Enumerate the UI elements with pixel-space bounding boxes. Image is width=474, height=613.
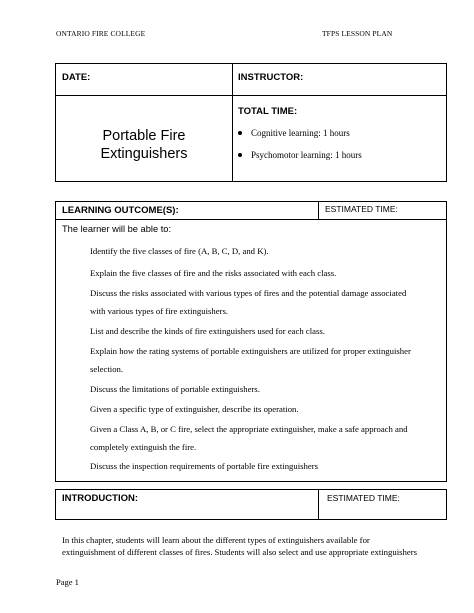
bullet-icon bbox=[238, 131, 242, 135]
objective-item: Identify the five classes of fire (A, B, C, D, and K). bbox=[90, 246, 269, 256]
objective-item: Discuss the limitations of portable extinguishers. bbox=[90, 384, 260, 394]
introduction-col-divider bbox=[318, 489, 319, 520]
total-time-item: Psychomotor learning: 1 hours bbox=[251, 150, 362, 160]
top-table-row-divider bbox=[55, 95, 447, 96]
learning-outcomes-label: LEARNING OUTCOME(S): bbox=[62, 205, 179, 216]
header-doc-type: TFPS LESSON PLAN bbox=[322, 29, 393, 38]
introduction-text-line-2: extinguishment of different classes of fires. Students will also select and use appropriate extinguishers bbox=[62, 547, 417, 557]
header-college-name: ONTARIO FIRE COLLEGE bbox=[56, 29, 146, 38]
objective-item: Explain the five classes of fire and the risks associated with each class. bbox=[90, 268, 337, 278]
objective-item: List and describe the kinds of fire extinguishers used for each class. bbox=[90, 326, 325, 336]
objective-item: Discuss the inspection requirements of portable fire extinguishers bbox=[90, 461, 318, 471]
objective-item-continued: selection. bbox=[90, 364, 124, 374]
total-time-item: Cognitive learning: 1 hours bbox=[251, 128, 350, 138]
objective-item: Discuss the risks associated with various types of fires and the potential damage associated bbox=[90, 288, 407, 298]
objective-item-continued: with various types of fire extinguishers. bbox=[90, 306, 229, 316]
bullet-icon bbox=[238, 153, 242, 157]
top-table-col-divider bbox=[232, 63, 233, 182]
instructor-label: INSTRUCTOR: bbox=[238, 72, 304, 83]
learning-outcomes-estimated-time-label: ESTIMATED TIME: bbox=[325, 204, 398, 214]
page-number: Page 1 bbox=[56, 577, 79, 587]
introduction-label: INTRODUCTION: bbox=[62, 493, 138, 504]
lesson-title bbox=[56, 127, 232, 163]
date-label: DATE: bbox=[62, 72, 91, 83]
objective-item-continued: completely extinguish the fire. bbox=[90, 442, 197, 452]
total-time-label: TOTAL TIME: bbox=[238, 106, 298, 117]
objective-item: Explain how the rating systems of portable extinguishers are utilized for proper extinguisher bbox=[90, 346, 411, 356]
objective-item: Given a specific type of extinguisher, describe its operation. bbox=[90, 404, 299, 414]
learning-outcomes-intro: The learner will be able to: bbox=[62, 224, 172, 234]
learning-outcomes-border bbox=[55, 201, 447, 482]
introduction-text-line-1: In this chapter, students will learn about the different types of extinguishers available for bbox=[62, 535, 370, 545]
learning-outcomes-header-divider bbox=[55, 219, 447, 220]
lesson-title-line-1: Portable Fire bbox=[102, 128, 186, 144]
objective-item: Given a Class A, B, or C fire, select the appropriate extinguisher, make a safe approach and bbox=[90, 424, 408, 434]
introduction-estimated-time-label: ESTIMATED TIME: bbox=[327, 493, 400, 503]
lesson-title-line-2: Extinguishers bbox=[100, 146, 188, 162]
learning-outcomes-col-divider bbox=[318, 201, 319, 219]
